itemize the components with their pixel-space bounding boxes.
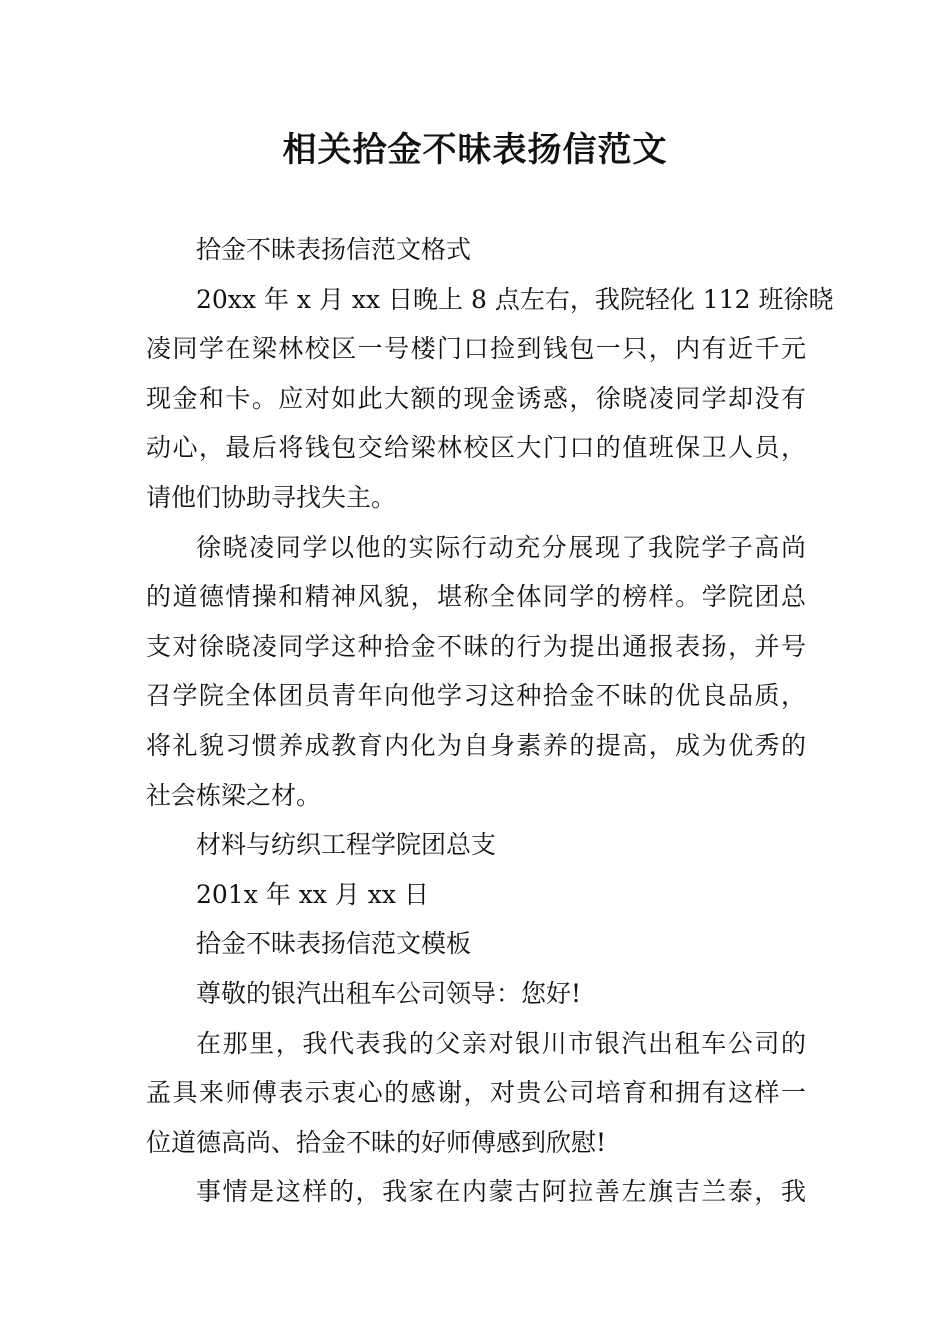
text-line: 的道德情操和精神风貌，堪称全体同学的榜样。学院团总 bbox=[146, 582, 806, 612]
paragraph-story bbox=[146, 1167, 806, 1217]
paragraph-commendation bbox=[146, 523, 806, 821]
text-line: 动心，最后将钱包交给梁林校区大门口的值班保卫人员， bbox=[146, 433, 806, 463]
paragraph-incident bbox=[146, 275, 834, 523]
paragraph-heading-format: 拾金不昧表扬信范文格式 bbox=[196, 235, 472, 264]
paragraph-heading-template: 拾金不昧表扬信范文模板 bbox=[196, 929, 472, 959]
text-line: 孟具来师傅表示衷心的感谢，对贵公司培育和拥有这样一 bbox=[146, 1078, 806, 1108]
text-line: 20xx 年 x 月 xx 日晚上 8 点左右，我院轻化 112 班徐晓 bbox=[196, 284, 834, 314]
paragraph-salutation: 尊敬的银汽出租车公司领导：您好! bbox=[196, 978, 582, 1008]
paragraph-thanks bbox=[146, 1019, 806, 1168]
text-line: 凌同学在梁林校区一号楼门口捡到钱包一只，内有近千元 bbox=[146, 334, 806, 364]
text-line: 现金和卡。应对如此大额的现金诱惑，徐晓凌同学却没有 bbox=[146, 383, 806, 413]
document-body bbox=[146, 225, 834, 1217]
text-line: 在那里，我代表我的父亲对银川市银汽出租车公司的 bbox=[196, 1028, 806, 1058]
document-title: 相关拾金不昧表扬信范文 bbox=[282, 130, 668, 170]
text-line: 支对徐晓凌同学这种拾金不昧的行为提出通报表扬，并号 bbox=[146, 631, 806, 661]
paragraph-signature-date: 201x 年 xx 月 xx 日 bbox=[196, 879, 429, 909]
paragraph-signature-org: 材料与纺织工程学院团总支 bbox=[196, 830, 497, 860]
text-line: 事情是这样的，我家在内蒙古阿拉善左旗吉兰泰，我 bbox=[196, 1177, 806, 1207]
text-line: 位道德高尚、拾金不昧的好师傅感到欣慰! bbox=[146, 1127, 607, 1157]
text-line: 召学院全体团员青年向他学习这种拾金不昧的优良品质， bbox=[146, 681, 806, 711]
text-line: 社会栋梁之材。 bbox=[146, 780, 322, 810]
text-line: 将礼貌习惯养成教育内化为自身素养的提高，成为优秀的 bbox=[146, 730, 806, 760]
text-line: 请他们协助寻找失主。 bbox=[146, 482, 397, 512]
text-line: 徐晓凌同学以他的实际行动充分展现了我院学子高尚 bbox=[196, 532, 806, 562]
